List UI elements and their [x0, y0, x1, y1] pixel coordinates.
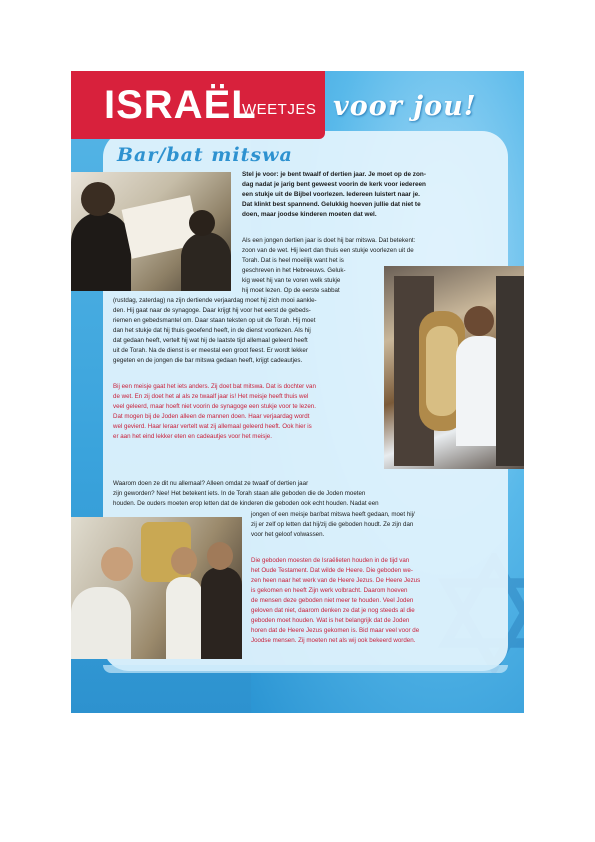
paragraph-line-red: geloven dat niet, daarom denken ze dat je nog steeds al die [251, 607, 415, 614]
paragraph-line: houden. De ouders moeten erop letten dat de kinderen die geboden ook echt houden. Nadat een [113, 500, 379, 507]
paragraph-line: jongen of een meisje bar/bat mitswa heeft gedaan, moet hij/ [251, 511, 415, 518]
paragraph-line-red: Dat mogen bij de Joden alleen de mannen doen. Haar verjaardag wordt [113, 413, 310, 420]
magazine-page [71, 71, 524, 713]
paragraph-line: den. Hij gaat naar de synagoge. Daar krijgt hij voor het eerst de gebeds- [113, 307, 311, 314]
paragraph-line: (rustdag, zaterdag) na zijn dertiende verjaardag moet hij zich mooi aankle- [113, 297, 317, 304]
intro-line: Dat klinkt best spannend. Gelukkig hoeven jullie dat niet te [242, 201, 421, 208]
photo-boy-with-torah-case [384, 266, 524, 469]
paragraph-line: gegeten en de jongen die bar mitswa gedaan heeft, krijgt cadeautjes. [113, 357, 303, 364]
intro-line: doen, maar joodse kinderen moeten dat wel. [242, 211, 377, 218]
panel-bottom-strip [103, 665, 508, 673]
page-title: ISRAËL [104, 83, 257, 127]
paragraph-line-red: Bij een meisje gaat het iets anders. Zij doet bat mitswa. Dat is dochter van [113, 383, 316, 390]
paragraph-line: voor het geloof volwassen. [251, 531, 325, 538]
paragraph-line-red: Die geboden moesten de Israëlieten houden in de tijd van [251, 557, 410, 564]
paragraph-line: Torah. Dat is heel moeilijk want het is [242, 257, 344, 264]
paragraph-line: zoon van de wet. Hij leert dan thuis een stukje voorlezen uit de [242, 247, 414, 254]
paragraph-line: uit de Torah. Na de dienst is er meestal een groot feest. Er wordt lekker [113, 347, 308, 354]
intro-line: dag nadat je jarig bent geweest voorin de kerk voor iedereen [242, 181, 426, 188]
paragraph-line: geschreven in het Hebreeuws. Geluk- [242, 267, 346, 274]
paragraph-line-red: geboden moet houden. Wat is het belangrijk dat de Joden [251, 617, 410, 624]
paragraph-line-red: de mensen deze geboden niet meer te houden. Veel Joden [251, 597, 414, 604]
paragraph-line-red: het Oude Testament. Dat wilde de Heere. Die geboden we- [251, 567, 413, 574]
intro-line: Stel je voor: je bent twaalf of dertien jaar. Je moet op de zon- [242, 171, 426, 178]
paragraph-line-red: veel geleerd, maar hoeft niet voorin de synagoge een stukje voor te lezen. [113, 403, 316, 410]
photo-torah-reading [71, 172, 231, 291]
paragraph-line-red: de wet. En zij doet het al als ze twaalf jaar is! Het meisje heeft thuis wel [113, 393, 309, 400]
section-subtitle: Bar/bat mitswa [117, 144, 293, 166]
paragraph-line-red: er aan het eind lekker eten en cadeautjes voor het meisje. [113, 433, 272, 440]
paragraph-line: riemen en gebedsmantel om. Daar staan teksten op uit de Torah. Hij moet [113, 317, 316, 324]
page-title-suffix: WEETJES [242, 101, 317, 118]
paragraph-line: hij moet lezen. Op de eerste sabbat [242, 287, 340, 294]
intro-line: een stukje uit de Bijbel voorlezen. Iedereen luistert naar je. [242, 191, 420, 198]
paragraph-line: zij er zelf op letten dat hij/zij die geboden houdt. Ze zijn dan [251, 521, 414, 528]
paragraph-line: zijn geworden? Nee! Het betekent iets. In de Torah staan alle geboden die de Joden moeten [113, 490, 366, 497]
paragraph-line: kig weet hij van te voren welk stukje [242, 277, 341, 284]
paragraph-line-red: is gekomen en heeft Zijn werk volbracht. Daarom hoeven [251, 587, 408, 594]
paragraph-line: Waarom doen ze dit nu allemaal? Alleen omdat ze twaalf of dertien jaar [113, 480, 309, 487]
page-tagline: voor jou! [333, 91, 477, 122]
paragraph-line-red: horen dat de Heere Jezus gekomen is. Bid maar veel voor de [251, 627, 420, 634]
paragraph-line: dan het stukje dat hij thuis geoefend heeft, in de dienst voorlezen. Als hij [113, 327, 311, 334]
paragraph-line: dat gedaan heeft, vertelt hij wat hij de laatste tijd allemaal geleerd heeft [113, 337, 308, 344]
paragraph-line-red: wel gevierd. Haar leraar vertelt wat zij allemaal geleerd heeft. Ook hier is [113, 423, 312, 430]
photo-boys-group [71, 517, 242, 659]
paragraph-line: Als een jongen dertien jaar is doet hij bar mitswa. Dat betekent: [242, 237, 416, 244]
paragraph-line-red: zen heen naar het werk van de Heere Jezus. De Heere Jezus [251, 577, 421, 584]
paragraph-line-red: Joodse mensen. Zij moeten net als wij ook bekeerd worden. [251, 637, 416, 644]
